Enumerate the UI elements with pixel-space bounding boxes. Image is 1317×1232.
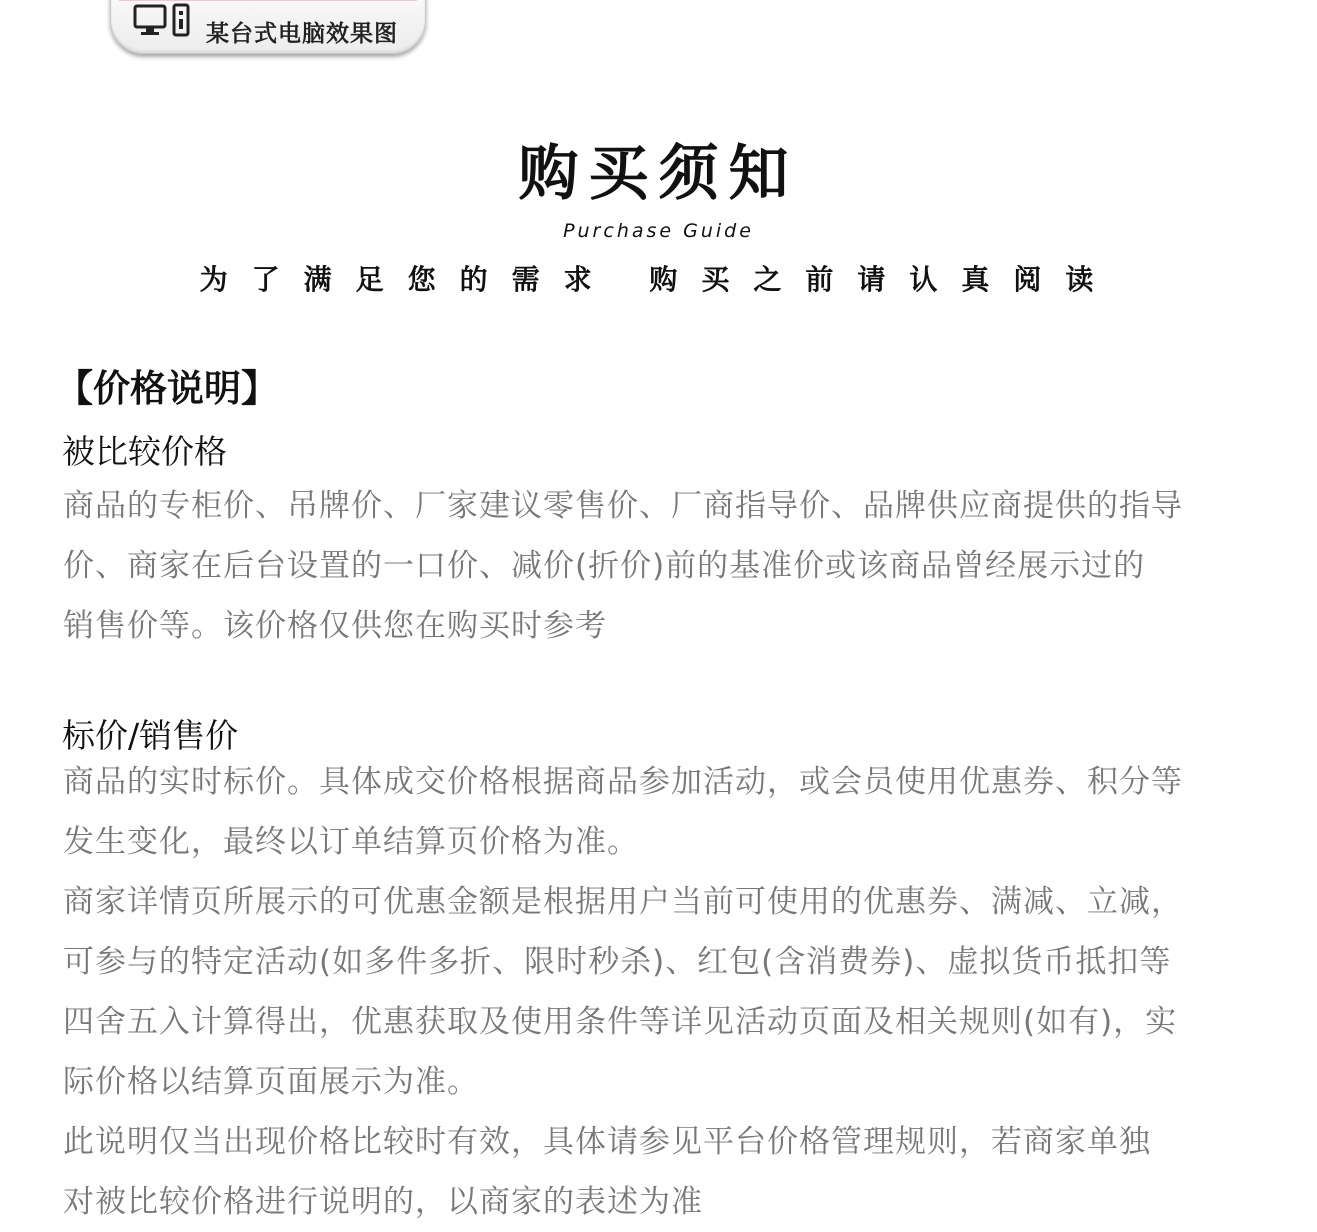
reading-notice: 为了满足您的需求 购买之前请认真阅读: [199, 263, 1118, 296]
block-heading-compared-price: 被比较价格: [62, 432, 227, 471]
paragraph-line: 对被比较价格进行说明的，以商家的表述为准: [63, 1184, 703, 1220]
paragraph-line: 商品的专柜价、吊牌价、厂家建议零售价、厂商指导价、品牌供应商提供的指导: [63, 488, 1183, 524]
badge-image-strip: [119, 0, 417, 1]
paragraph: [63, 752, 1263, 872]
monitor-icon: [133, 3, 167, 37]
paragraph-line: 际价格以结算页面展示为准。: [63, 1064, 479, 1100]
block-heading-list-price: 标价/销售价: [62, 716, 239, 755]
paragraph-line: 此说明仅当出现价格比较时有效，具体请参见平台价格管理规则，若商家单独: [63, 1124, 1151, 1160]
pc-tower-icon: [171, 3, 191, 37]
paragraph-line: 商家详情页所展示的可优惠金额是根据用户当前可使用的优惠券、满减、立减，: [63, 884, 1183, 920]
page-title: 购买须知: [518, 139, 799, 209]
paragraph-line: 商品的实时标价。具体成交价格根据商品参加活动，或会员使用优惠券、积分等: [63, 764, 1183, 800]
page-subtitle: Purchase Guide: [563, 220, 754, 242]
paragraph-line: 可参与的特定活动(如多件多折、限时秒杀)、红包(含消费券)、虚拟货币抵扣等: [63, 944, 1172, 980]
section-heading: 【价格说明】: [56, 367, 278, 410]
paragraph: [63, 872, 1263, 1112]
paragraph-line: 四舍五入计算得出，优惠获取及使用条件等详见活动页面及相关规则(如有)，实: [63, 1004, 1178, 1040]
paragraph-line: 销售价等。该价格仅供您在购买时参考: [63, 608, 607, 644]
paragraph-line: 发生变化，最终以订单结算页价格为准。: [63, 824, 639, 860]
product-preview-badge: [110, 0, 426, 54]
badge-label: 某台式电脑效果图: [206, 21, 398, 47]
paragraph: [63, 1112, 1263, 1232]
paragraph: [63, 476, 1263, 656]
paragraph-line: 价、商家在后台设置的一口价、减价(折价)前的基准价或该商品曾经展示过的: [63, 548, 1146, 584]
